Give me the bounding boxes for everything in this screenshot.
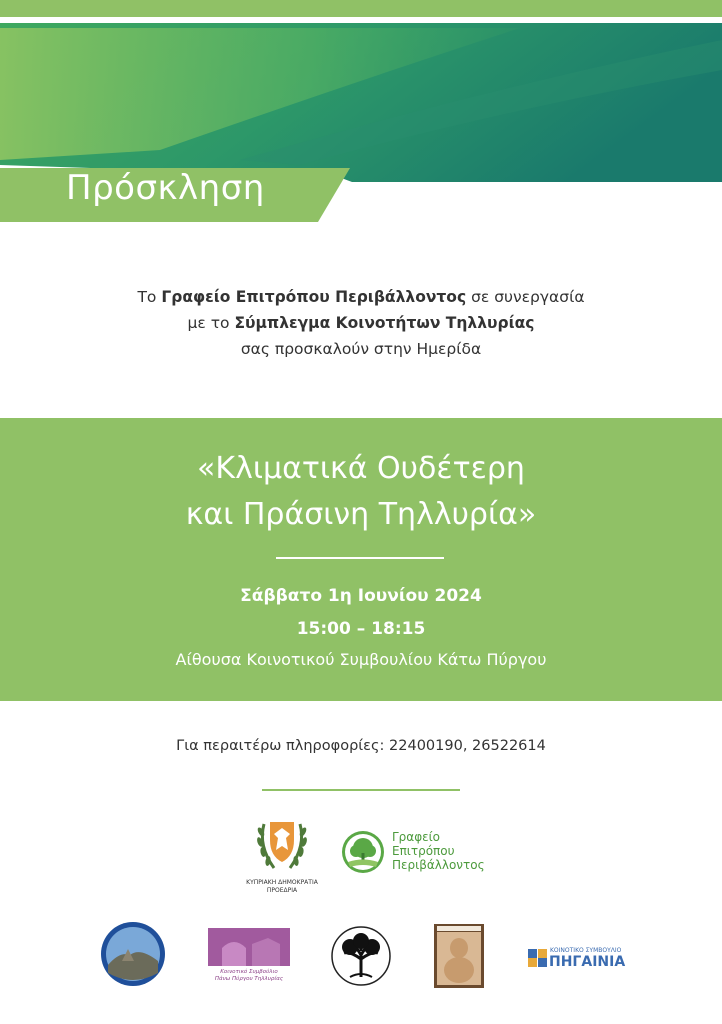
event-divider <box>276 557 444 559</box>
event-title-line-1: «Κλιματικά Ουδέτερη <box>197 451 525 486</box>
page-title: Πρόσκληση <box>66 168 265 208</box>
sculpture-logo <box>434 924 484 988</box>
info-divider <box>262 789 460 791</box>
pano-pyrgos-label: Κοινοτικό Συμβούλιο Πάνω Πύργου Τηλλυρίας <box>214 969 284 982</box>
event-venue: Αίθουσα Κοινοτικού Συμβουλίου Κάτω Πύργου <box>175 650 547 669</box>
community-complex-seal-icon <box>100 921 166 987</box>
contact-info: Για περαιτέρω πληροφορίες: 22400190, 26522614 <box>176 738 546 754</box>
tree-icon <box>340 829 386 875</box>
event-date: Σάββατο 1η Ιουνίου 2024 <box>240 586 482 606</box>
community-council-label-name: ΠΗΓΑΙΝΙΑ <box>549 954 626 970</box>
pano-pyrgos-council-logo <box>208 928 290 966</box>
community-council-mark-icon <box>528 949 548 967</box>
tree-seal-icon <box>330 925 392 987</box>
event-title-line-2: και Πράσινη Τηλλυρία» <box>185 497 537 532</box>
event-time: 15:00 – 18:15 <box>296 619 426 639</box>
intro-text <box>0 284 722 362</box>
community-council-label-top: ΚΟΙΝΟΤΙΚΟ ΣΥΜΒΟΥΛΙΟ <box>550 947 622 954</box>
intro-line-2: με το Σύμπλεγμα Κοινοτήτων Τηλλυρίας <box>187 314 535 332</box>
intro-line-1: Το Γραφείο Επιτρόπου Περιβάλλοντος σε συνεργασία <box>137 288 585 306</box>
cyprus-coat-of-arms-icon <box>250 816 314 876</box>
intro-line-3: σας προσκαλούν στην Ημερίδα <box>240 340 482 358</box>
event-title <box>0 446 722 538</box>
presidency-label: ΚΥΠΡΙΑΚΗ ΔΗΜΟΚΡΑΤΙΑ ΠΡΟΕΔΡΙΑ <box>246 879 318 894</box>
environment-label: Γραφείο Επιτρόπου Περιβάλλοντος <box>392 830 485 872</box>
top-stripe <box>0 0 722 17</box>
